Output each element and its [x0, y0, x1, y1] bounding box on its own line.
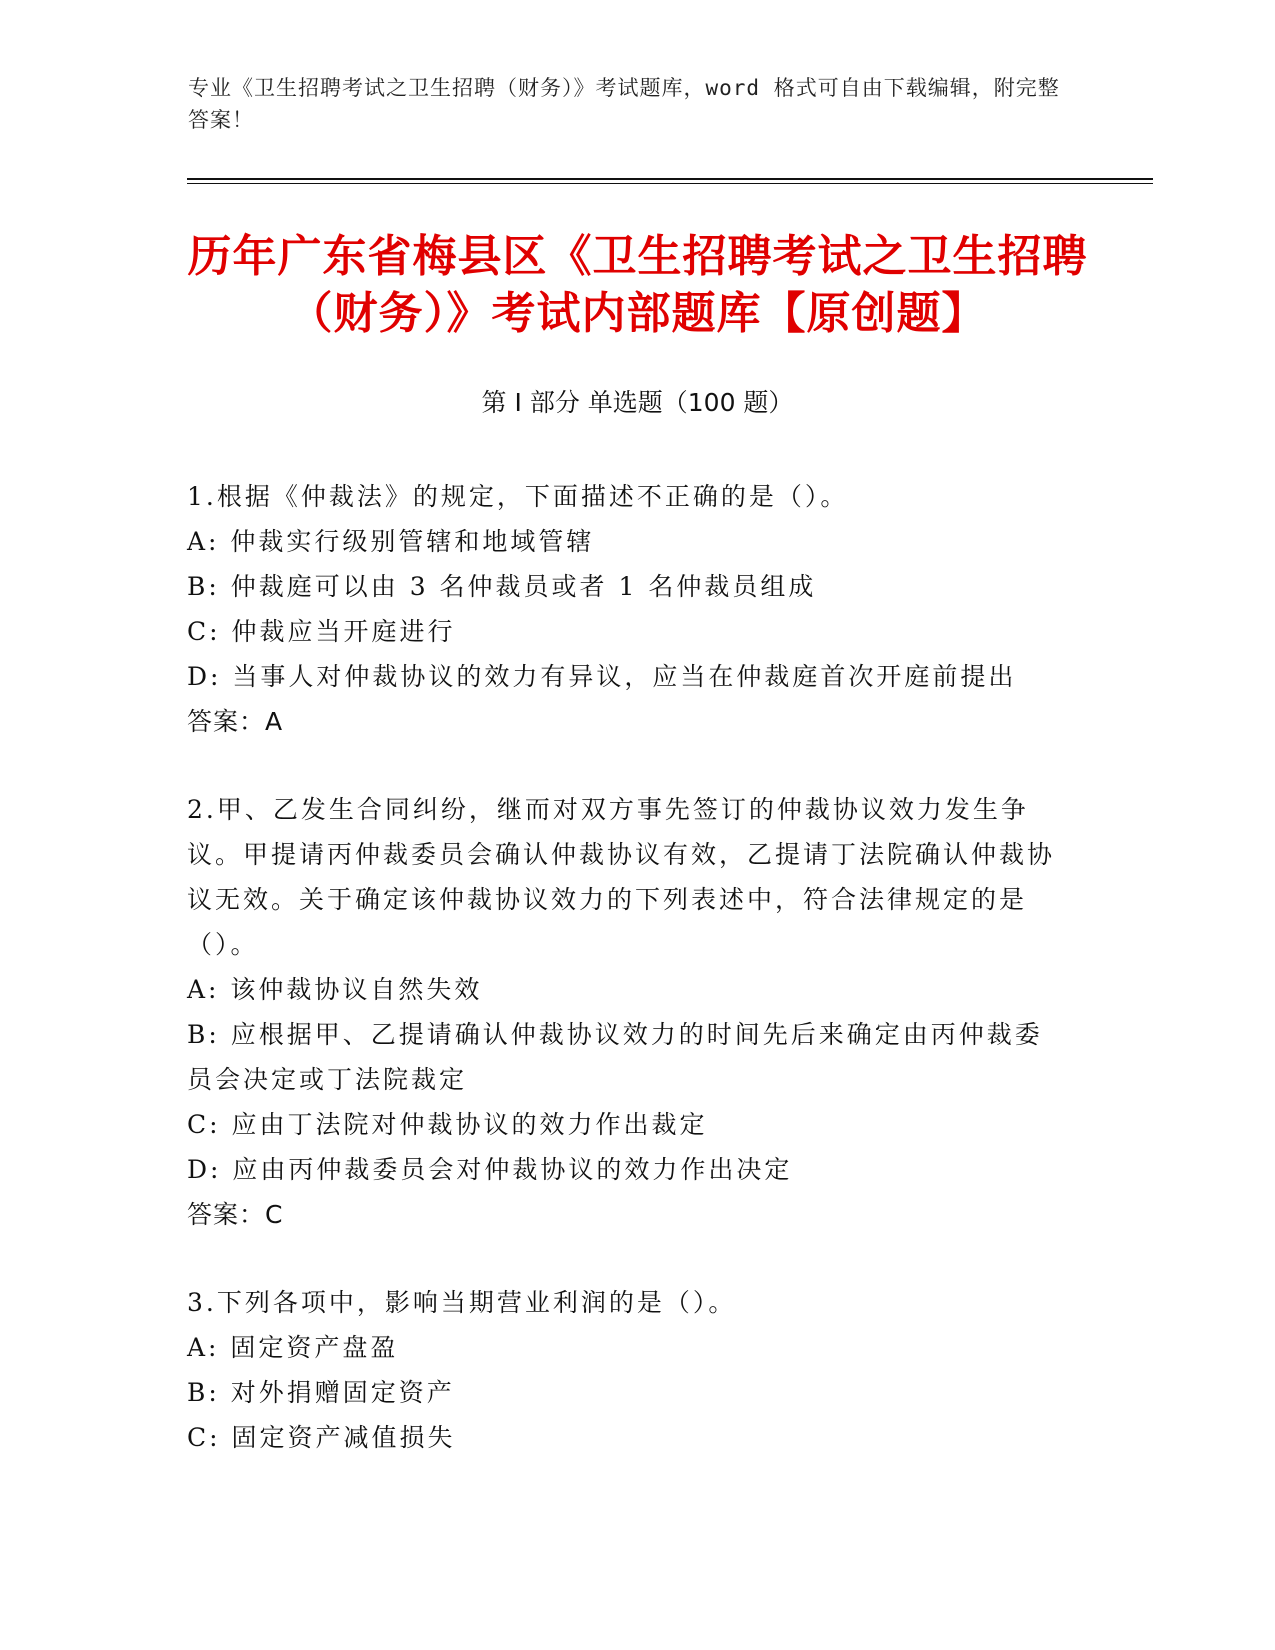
option-d: D: 应由丙仲裁委员会对仲裁协议的效力作出决定 — [187, 1155, 793, 1184]
answer-line — [187, 699, 1067, 744]
answer-label: 答案： — [187, 1200, 266, 1229]
option-b: B: 对外捐赠固定资产 — [187, 1378, 455, 1407]
option-a: A: 固定资产盘盈 — [187, 1333, 399, 1362]
question-1 — [187, 474, 1067, 744]
question-2 — [187, 787, 1067, 1237]
question-stem: 2.甲、乙发生合同纠纷，继而对双方事先签订的仲裁协议效力发生争议。甲提请丙仲裁委员会确认仲裁协议有效，乙提请丁法院确认仲裁协议无效。关于确定该仲裁协议效力的下列表述中，符合法律规定的是（）。 — [187, 795, 1056, 959]
section-heading: 第 I 部分 单选题（100 题） — [481, 388, 794, 417]
question-3 — [187, 1280, 1067, 1460]
option-d: D: 当事人对仲裁协议的效力有异议，应当在仲裁庭首次开庭前提出 — [187, 662, 1017, 691]
header-rule-thick — [187, 178, 1153, 180]
question-list — [187, 474, 1067, 1503]
option-a: A: 仲裁实行级别管辖和地域管辖 — [187, 527, 595, 556]
answer-value: C — [265, 1200, 284, 1229]
question-stem: 1.根据《仲裁法》的规定，下面描述不正确的是（）。 — [187, 482, 849, 511]
answer-line — [187, 1192, 1067, 1237]
answer-value: A — [265, 707, 284, 736]
option-a: A: 该仲裁协议自然失效 — [187, 975, 483, 1004]
answer-label: 答案： — [187, 707, 266, 736]
option-c: C: 仲裁应当开庭进行 — [187, 617, 456, 646]
header-note: 专业《卫生招聘考试之卫生招聘（财务）》考试题库，word 格式可自由下载编辑，附完整答案！ — [188, 76, 1060, 132]
document-title: 历年广东省梅县区《卫生招聘考试之卫生招聘（财务）》考试内部题库【原创题】 — [187, 231, 1088, 339]
option-c: C: 固定资产减值损失 — [187, 1423, 456, 1452]
option-c: C: 应由丁法院对仲裁协议的效力作出裁定 — [187, 1110, 708, 1139]
question-stem: 3.下列各项中，影响当期营业利润的是（）。 — [187, 1288, 737, 1317]
header-rule-thin — [187, 183, 1153, 184]
option-b: B: 应根据甲、乙提请确认仲裁协议效力的时间先后来确定由丙仲裁委员会决定或丁法院裁定 — [187, 1020, 1043, 1094]
option-b: B: 仲裁庭可以由 3 名仲裁员或者 1 名仲裁员组成 — [187, 572, 817, 601]
